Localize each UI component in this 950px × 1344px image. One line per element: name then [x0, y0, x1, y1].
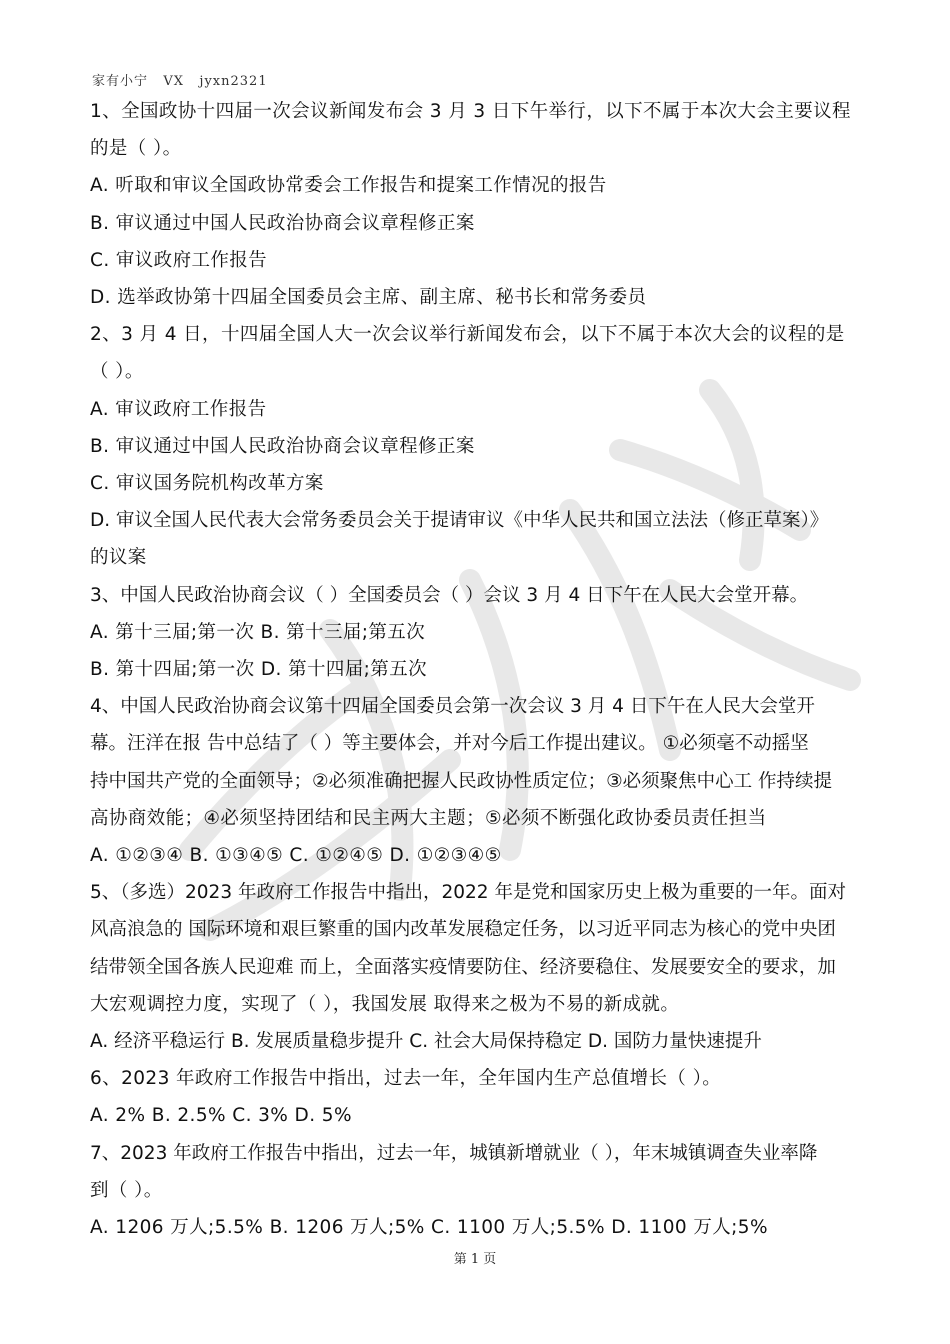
text-line: 结带领全国各族人民迎难 而上，全面落实疫情要防住、经济要稳住、发展要安全的要求，加 — [90, 956, 836, 978]
text-line: A. 经济平稳运行 B. 发展质量稳步提升 C. 社会大局保持稳定 D. 国防力量快速提升 — [90, 1031, 762, 1053]
text-line: 1、全国政协十四届一次会议新闻发布会 3 月 3 日下午举行，以下不属于本次大会主要议程 — [90, 101, 851, 122]
text-line: B. 审议通过中国人民政治协商会议章程修正案 — [90, 435, 475, 457]
question-content — [90, 93, 865, 1246]
text-line: 5、（多选）2023 年政府工作报告中指出，2022 年是党和国家历史上极为重要的一年。面对 — [90, 882, 846, 904]
text-line: 幕。汪洋在报 告中总结了（ ）等主要体会，并对今后工作提出建议。 ①必须毫不动摇坚 — [90, 733, 809, 755]
text-line: A. 审议政府工作报告 — [90, 398, 267, 420]
text-line: 持中国共产党的全面领导；②必须准确把握人民政协性质定位；③必须聚焦中心工 作持续提 — [90, 770, 833, 792]
text-line: C. 审议国务院机构改革方案 — [90, 473, 324, 495]
text-line: B. 审议通过中国人民政治协商会议章程修正案 — [90, 212, 475, 234]
text-line: 6、2023 年政府工作报告中指出，过去一年，全年国内生产总值增长（ ）。 — [90, 1068, 722, 1090]
text-line: A. 听取和审议全国政协常委会工作报告和提案工作情况的报告 — [90, 175, 607, 197]
text-line: A. 第十三届;第一次 B. 第十三届;第五次 — [90, 621, 426, 643]
text-line: A. 1206 万人;5.5% B. 1206 万人;5% C. 1100 万人;5.5% D. 1100 万人;5% — [90, 1217, 768, 1239]
text-line: （ ）。 — [90, 361, 144, 383]
text-line: 高协商效能；④必须坚持团结和民主两大主题；⑤必须不断强化政协委员责任担当 — [90, 807, 767, 829]
text-line: D. 选举政协第十四届全国委员会主席、副主席、秘书长和常务委员 — [90, 287, 647, 309]
header-watermark-text: 家有小宁 VX jyxn2321 — [92, 74, 268, 89]
text-line: 3、中国人民政治协商会议（ ）全国委员会（ ）会议 3 月 4 日下午在人民大会堂开幕。 — [90, 584, 809, 606]
text-line: 的议案 — [90, 547, 147, 569]
text-line: 大宏观调控力度，实现了（ ），我国发展 取得来之极为不易的新成就。 — [90, 993, 680, 1015]
text-line: D. 审议全国人民代表大会常务委员会关于提请审议《中华人民共和国立法法（修正草案）》 — [90, 510, 829, 532]
text-line: A. 2% B. 2.5% C. 3% D. 5% — [90, 1105, 352, 1127]
text-line: 风高浪急的 国际环境和艰巨繁重的国内改革发展稳定任务，以习近平同志为核心的党中央团 — [90, 919, 836, 941]
text-line: C. 审议政府工作报告 — [90, 249, 268, 271]
text-line: 7、2023 年政府工作报告中指出，过去一年，城镇新增就业（ ），年末城镇调查失业率降 — [90, 1142, 818, 1164]
text-line: B. 第十四届;第一次 D. 第十四届;第五次 — [90, 659, 428, 681]
text-line: 到（ ）。 — [90, 1179, 163, 1201]
page-number: 第 1 页 — [453, 1252, 497, 1267]
text-line: A. ①②③④ B. ①③④⑤ C. ①②④⑤ D. ①②③④⑤ — [90, 845, 502, 867]
text-line: 2、3 月 4 日，十四届全国人大一次会议举行新闻发布会，以下不属于本次大会的议程的是 — [90, 324, 845, 346]
text-line: 的是（ ）。 — [90, 138, 182, 160]
text-line: 4、中国人民政治协商会议第十四届全国委员会第一次会议 3 月 4 日下午在人民大会堂开 — [90, 696, 815, 718]
